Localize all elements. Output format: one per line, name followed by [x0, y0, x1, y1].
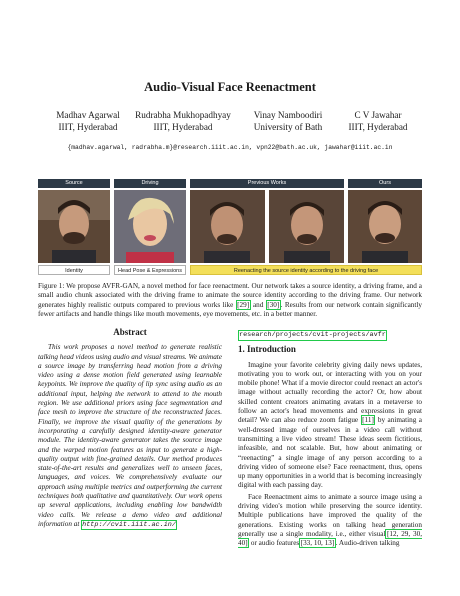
- abstract-heading: Abstract: [113, 327, 147, 337]
- author-name: Vinay Namboodiri: [253, 110, 323, 120]
- caption-text: and: [250, 300, 266, 309]
- intro-paragraph-2: [238, 493, 422, 549]
- introduction-heading: 1. Introduction: [238, 344, 296, 355]
- caption-text: Figure 1: We propose AVFR-GAN, a novel method for face reenactment. Our network takes a source identity, a driving frame, and a small audio chunk associated with the driving frame to animate the source identity according to the driving frame. Our network generates highly realistic outputs compared to previous works like: [38, 282, 422, 309]
- author-name: Madhav Agarwal: [56, 110, 120, 120]
- abstract-text: This work proposes a novel method to generate realistic talking head videos using audio and visual streams. We animate a source image by transferring head motion from a driving video using a dense motion field generated using learnable keypoints. We improve the quality of lip sync using audio as an additional input, helping the network to attend to the mouth region. We use additional priors using face segmentation and face mesh to improve the structure of the reconstructed faces. Finally, we improve the visual quality of the generations by incorporating a carefully designed identity-aware generator module. The identity-aware generator takes the source image and the warped motion features as input to generate a high-quality output with fine-grained details. Our method produces state-of-the-art results and generalizes well to unseen faces, languages, and voices. We comprehensively evaluate our approach using multiple metrics and outperforming the current techniques both qualitative and quantitatively. Our work opens up several applications, including enabling low bandwidth video calls. We release a demo video and additional information at: [38, 343, 222, 528]
- citation-link[interactable]: [11]: [362, 416, 374, 425]
- author-3: [238, 109, 338, 133]
- abstract-body: [38, 343, 222, 530]
- intro-paragraph-1: [238, 361, 422, 491]
- project-url-link[interactable]: http://cvit.iiit.ac.in/: [82, 520, 176, 529]
- ours-face-image: [348, 190, 422, 263]
- author-affiliation: IIIT, Hyderabad: [153, 122, 213, 132]
- footer-identity: Identity: [38, 265, 110, 275]
- paragraph-text: . Audio-driven talking: [335, 539, 400, 548]
- footer-pose: Head Pose & Expressions: [114, 265, 186, 275]
- author-name: C V Jawahar: [354, 110, 402, 120]
- previous-work-2-image: [269, 190, 344, 263]
- author-1: [38, 109, 138, 133]
- author-affiliation: IIIT, Hyderabad: [58, 122, 118, 132]
- author-affiliation: University of Bath: [253, 122, 323, 132]
- paragraph-text: Imagine your favorite celebrity giving daily news updates, motivating you to work out, or interacting with you on your mobile phone! What if a movie director could reenact an actor's image without actually recording the actor? Or, how about skilled content creators animating avatars in a metaverse to follow an actor's head movements and expressions in great detail? We can also reduce zoom fatigue: [238, 360, 422, 425]
- right-column: [238, 330, 422, 549]
- driving-face-image: [114, 190, 186, 263]
- citation-link[interactable]: [30]: [267, 300, 280, 309]
- caption-text: . Results from our network contain significantly fewer artifacts and handle things like mouth movements, eye movements, etc. in a better manner.: [38, 300, 422, 319]
- footer-reenact: Reenacting the source identity according to the driving face: [190, 265, 422, 275]
- author-name: Rudrabha Mukhopadhyay: [135, 110, 231, 120]
- label-driving: Driving: [114, 179, 186, 188]
- author-2: [128, 109, 238, 133]
- source-face-image: [38, 190, 110, 263]
- paragraph-text: or audio features: [249, 539, 300, 548]
- citation-link[interactable]: [29]: [237, 300, 250, 309]
- project-url-continuation[interactable]: research/projects/cvit-projects/avfr: [238, 330, 387, 341]
- citation-link[interactable]: [33, 10, 13]: [300, 539, 335, 548]
- teaser-figure: [38, 179, 422, 275]
- figure-caption: [38, 282, 422, 320]
- paragraph-text: by animating a well-dressed image of ourselves in a video call without transmitting a live video stream! These ideas seem fictitious, infeasible, and not scalable. But, how about animating or “reenacting” a single image of any person according to a driving video of someone else? Face reenactment, thus, opens up many opportunities in a world that is becoming increasingly digital with each passing day.: [238, 416, 422, 490]
- label-source: Source: [38, 179, 110, 188]
- label-previous-works: Previous Works: [190, 179, 344, 188]
- previous-work-1-image: [190, 190, 265, 263]
- label-ours: Ours: [348, 179, 422, 188]
- citation-link[interactable]: [12, 29, 30, 40]: [238, 529, 422, 548]
- author-affiliation: IIIT, Hyderabad: [348, 122, 408, 132]
- paragraph-text: Face Reenactment aims to animate a source image using a driving video's motion while preserving the source identity. Multiple publications have improved the quality of the generations. Existing works on talking head generation generally use a single modality, i.e., either visual: [238, 492, 422, 538]
- author-4: [334, 109, 422, 133]
- left-column: [38, 328, 222, 530]
- author-emails: {madhav.agarwal, radrabha.m}@research.iiit.ac.in, vpn22@bath.ac.uk, jawahar@iiit.ac.in: [67, 144, 393, 151]
- paper-title: Audio-Visual Face Reenactment: [144, 80, 316, 94]
